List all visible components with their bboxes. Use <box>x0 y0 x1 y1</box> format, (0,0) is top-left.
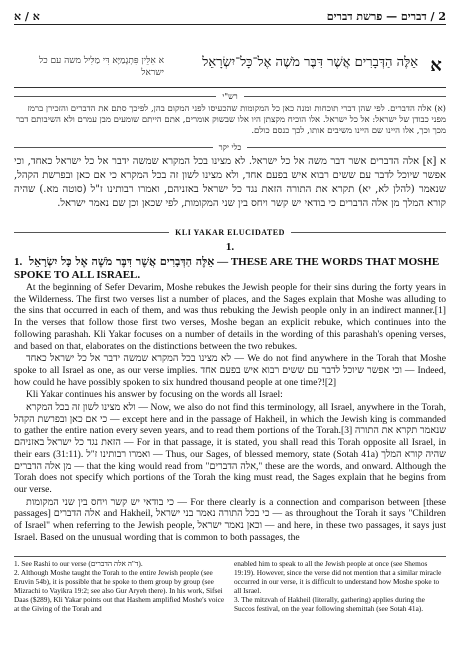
section-number: 1. <box>225 241 235 253</box>
divider <box>14 96 216 97</box>
kli-label-row <box>14 143 446 152</box>
elucidated-label-row <box>14 228 446 237</box>
verse-text: אֵלֶּה הַדְּבָרִים אֲשֶׁר דִּבֶּר מֹשֶׁה אֶל־כָּל־יִשְׂרָאֵל <box>202 55 418 70</box>
divider <box>291 232 446 233</box>
paragraph: At the beginning of Sefer Devarim, Moshe rebukes the Jewish people for their sins during the forty years in the Wilderness. The first two verses list a number of places, and the Sages explain that Moshe was alluding to the sins that occurred in each of them, and was thus rebuking the Jewish people only in an indirect manner.[1] In the verses that follow those first two verses, Moshe began an explicit rebuke, which continues into the following parashah. Kli Yakar focuses on a number of details in the wording of this parashah's opening verses, and based on that, elaborates on the distinctions between the two rebukes. <box>14 282 446 352</box>
footnote: 1. See Rashi to our verse (ד"ה אלה הדברים). <box>14 559 143 568</box>
kli-yakar-text: א [א] אלה הדברים אשר דבר משה אל כל ישראל. לא מצינו בכל המקרא שמשה ידבר אל כל ישראל כאחד, וכי אפשר שיוכל לדבר עם ששים רבוא איש בפעם אחד, ולא מצינו לשון זה בכל המקרא כי אם כאן ובפרשת הקהל, שנאמר (להלן לא, יא) תקרא את התורה הזאת נגד כל ישראל באזניהם, ואמרו רבותינו ז"ל (סוטה מא.) שהיה קורא המלך מן אלה הדברים כי בודאי יש קשר ויחס בין שני המקומות, לפי שכאן וכן שם נאמר ישראל. <box>14 156 446 209</box>
page <box>14 8 446 544</box>
footnotes-left <box>14 559 226 613</box>
elucidated-title: KLI YAKAR ELUCIDATED <box>175 228 285 237</box>
paragraph: ולא מצינו לשון זה בכל המקרא — Now, we also do not find this terminology, all Israel, anywhere in the Torah, כי אם כאן ובפרשת הקהל — except here and in the passage of Hakheil, in which the Jewish king is commanded to gather the entire nation every seven years, and to read them portions of the Torah.[3] שנאמר תקרא את התורה הזאת נגד כל ישראל באזניהם — For in that passage, it is stated, you shall read this Torah opposite all Israel, in their ears (31:11). ואמרו רבותינו ז"ל — Thus, our Sages, of blessed memory, state (Sotah 41a) שהיה קורא המלך מן אלה הדברים — that the king would read from "אלה הדברים," these are the words, and onward. Although the Torah does not specify which portions of the Torah the king must read, the Sages explain that he begins from our verse. <box>14 402 446 495</box>
targum-text: א אִלֵּין פִּתְגָמַיָּא דִּי מַלִּיל משה עם כל ישראל <box>39 56 164 78</box>
rashi-label: רש"י <box>222 92 238 101</box>
header-left: א / א <box>14 9 40 23</box>
divider <box>247 147 446 148</box>
point-number: 1. <box>14 256 23 268</box>
verse-row <box>14 55 446 83</box>
paragraph: כי בודאי יש קשר ויחס בין שני המקומות — For there clearly is a connection and comparison between [these passages] אלה הדברים and Hakheil, כי בכל התורה נאמר בני ישראל — as throughout the Torah it says "Children of Israel" when referring to the Jewish people, וכאן נאמר ישראל — and here, in these two passages, it says just Israel. Based on the unusual wording that is common to both passages, the <box>14 496 446 543</box>
elucidation-body <box>14 282 446 543</box>
header-right: 2 / דברים — פרשת דברים <box>326 9 446 23</box>
point-hebrew: אֵלֶּה הַדְּבָרִים אֲשֶׁר דִּבֶּר מֹשֶׁה אֶל כָּל יִשְׂרָאֵל <box>29 255 215 268</box>
kli-yakar-label: כלי יקר <box>218 143 242 152</box>
rashi-commentary: (א) אלה הדברים. לפי שהן דברי תוכחות ומנה כאן כל המקומות שהכעיסו לפני המקום בהן, לפיכך סתם את הדברים והזכירן ברמז מפני כבודן של ישראל: אל כל ישראל. אלו הוכיח מקצתן היו אלו שבשוק אומרים, אתם הייתם שומעים מבן עמרם ולא השיבותם דבר מכך וכך, אלו היינו שם היינו משיבים אותו, לכך כנסם כולם. <box>15 104 446 136</box>
divider <box>14 147 213 148</box>
footnotes-right <box>234 559 446 613</box>
paragraph: לא מצינו בכל המקרא שמשה ידבר אל כל ישראל כאחד — We do not find anywhere in the Torah that Moshe spoke to all Israel as one, as our verse implies. וכי אפשר שיוכל לדבר עם ששים רבוא איש בפעם אחד — Indeed, how could he have possibly spoken to six hundred thousand people at one time?![2] <box>14 353 446 388</box>
running-header <box>14 8 446 25</box>
point-heading <box>14 255 446 282</box>
divider <box>14 87 446 88</box>
paragraph: Kli Yakar continues his answer by focusing on the words all Israel: <box>26 389 283 401</box>
footnotes <box>14 556 446 613</box>
verse-letter: א <box>430 55 442 76</box>
footnote: enabled him to speak to all the Jewish people at once (see Shemos 19:19). However, since the verse did not mention that a similar miracle occurred in our verse, it is difficult to understand how Moshe spoke to all Israel. <box>234 559 442 595</box>
rashi-label-row <box>14 92 446 101</box>
footnote: 2. Although Moshe taught the Torah to the entire Jewish people (see Eruvin 54b), it is possible that he spoke to them group by group (see Mizrachi to Vayikra 19:2; see also Gur Aryeh there). In his work, Sifsei Daas ($289), Kli Yakar points out that Hashem amplified Moshe's voice at the Giving of the Torah and <box>14 568 225 613</box>
point-english: — THESE ARE THE WORDS THAT MOSHE SPOKE TO ALL ISRAEL. <box>14 256 440 281</box>
divider <box>244 96 446 97</box>
footnote: 3. The mitzvah of Hakheil (literally, gathering) applies during the Succos festival, on the year following shemittah (see Sotah 41a). <box>234 595 425 613</box>
divider <box>14 232 169 233</box>
